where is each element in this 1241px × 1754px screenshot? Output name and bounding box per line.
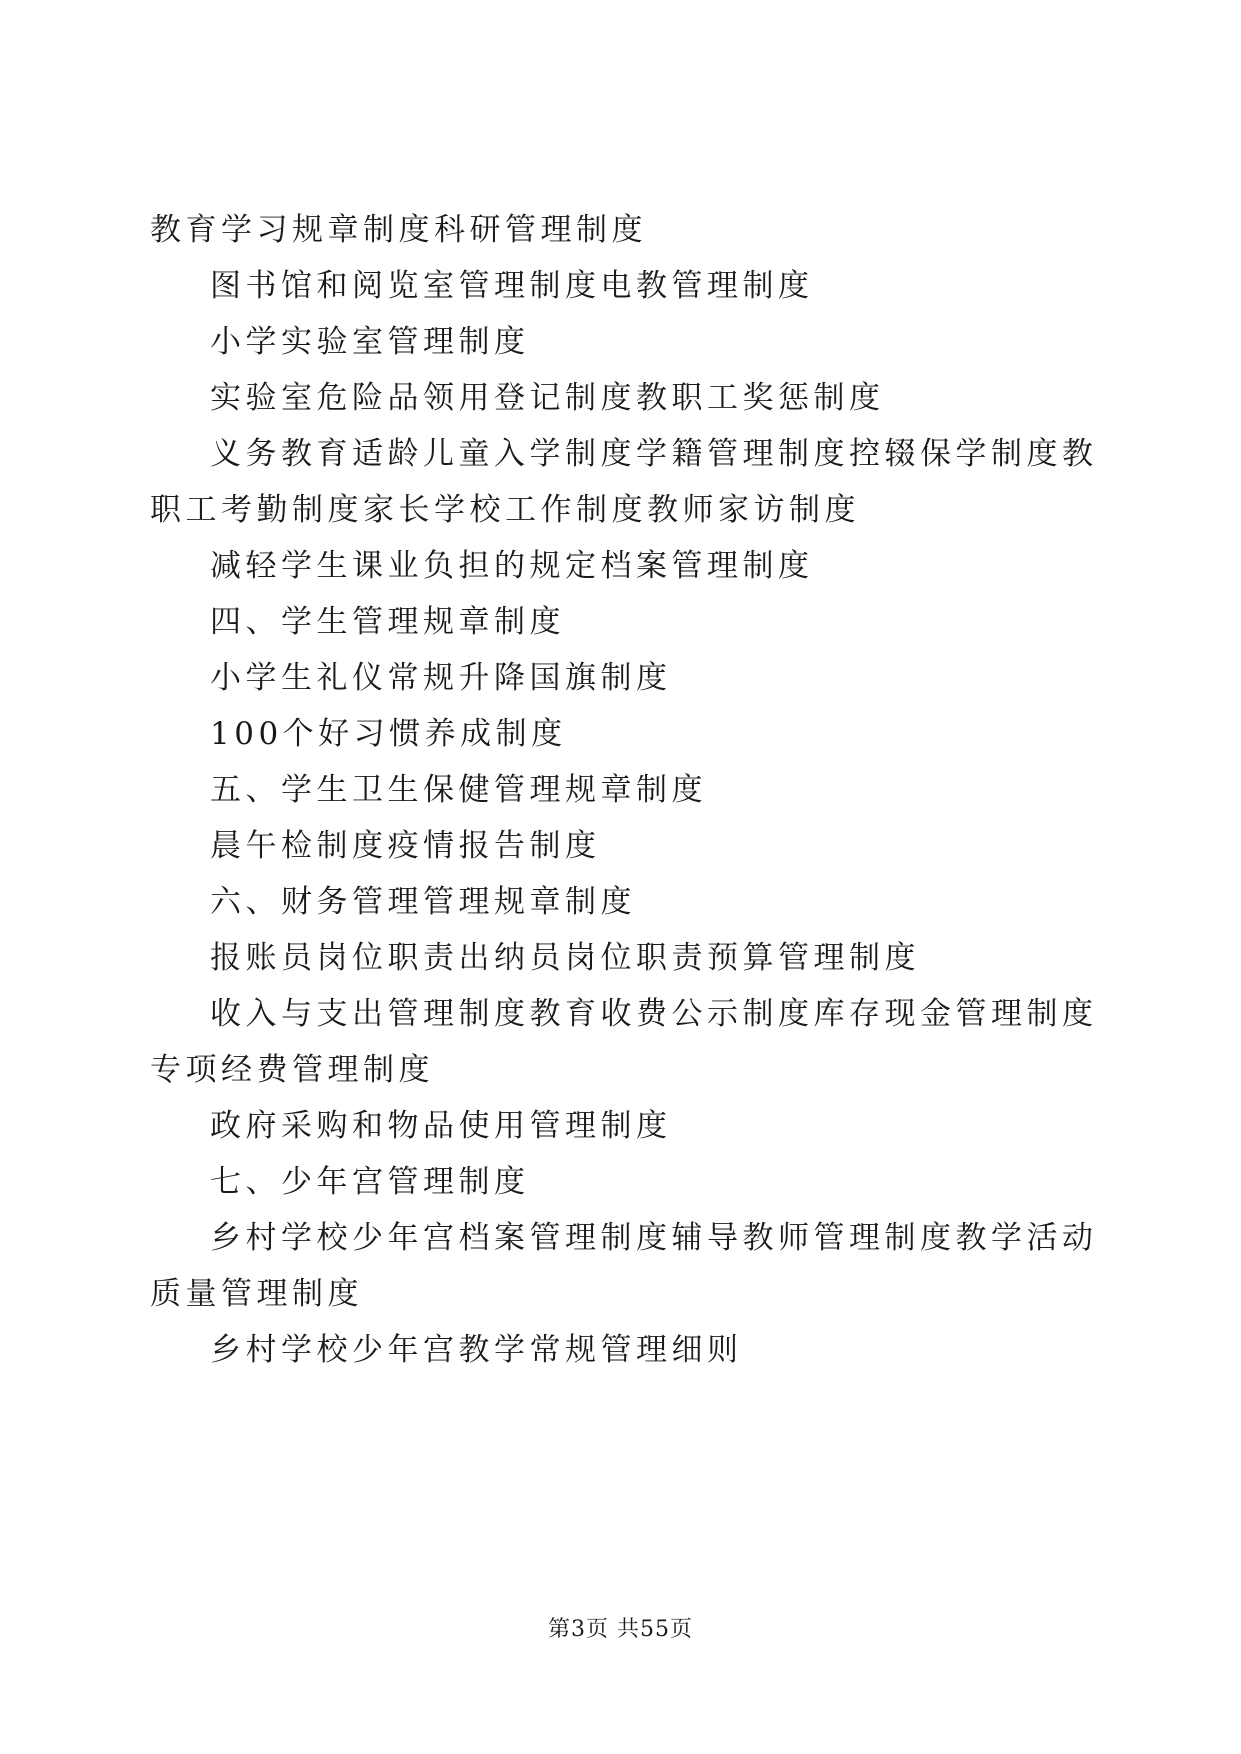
section-heading: 六、财务管理管理规章制度 (210, 884, 636, 920)
text-line: 小学生礼仪常规升降国旗制度 (210, 660, 672, 696)
text-line: 义务教育适龄儿童入学制度学籍管理制度控辍保学制度教 (210, 436, 1098, 472)
text-line: 乡村学校少年宫教学常规管理细则 (210, 1332, 743, 1368)
text-line: 图书馆和阅览室管理制度电教管理制度 (210, 268, 814, 304)
text-line: 专项经费管理制度 (150, 1052, 434, 1088)
section-heading: 四、学生管理规章制度 (210, 604, 565, 640)
text-line: 质量管理制度 (150, 1276, 363, 1312)
text-line: 晨午检制度疫情报告制度 (210, 828, 601, 864)
section-heading: 七、少年宫管理制度 (210, 1164, 530, 1200)
text-line: 减轻学生课业负担的规定档案管理制度 (210, 548, 814, 584)
text-line: 收入与支出管理制度教育收费公示制度库存现金管理制度 (210, 996, 1098, 1032)
text-line: 政府采购和物品使用管理制度 (210, 1108, 672, 1144)
text-line: 乡村学校少年宫档案管理制度辅导教师管理制度教学活动 (210, 1220, 1098, 1256)
page-footer: 第3页 共55页 (548, 1617, 693, 1642)
section-heading: 五、学生卫生保健管理规章制度 (210, 772, 707, 808)
text-line: 教育学习规章制度科研管理制度 (150, 212, 647, 248)
text-line: 职工考勤制度家长学校工作制度教师家访制度 (150, 492, 860, 528)
text-line: 实验室危险品领用登记制度教职工奖惩制度 (210, 380, 885, 416)
text-line: 报账员岗位职责出纳员岗位职责预算管理制度 (210, 940, 920, 976)
text-line: 小学实验室管理制度 (210, 324, 530, 360)
text-line: 100个好习惯养成制度 (210, 716, 567, 752)
